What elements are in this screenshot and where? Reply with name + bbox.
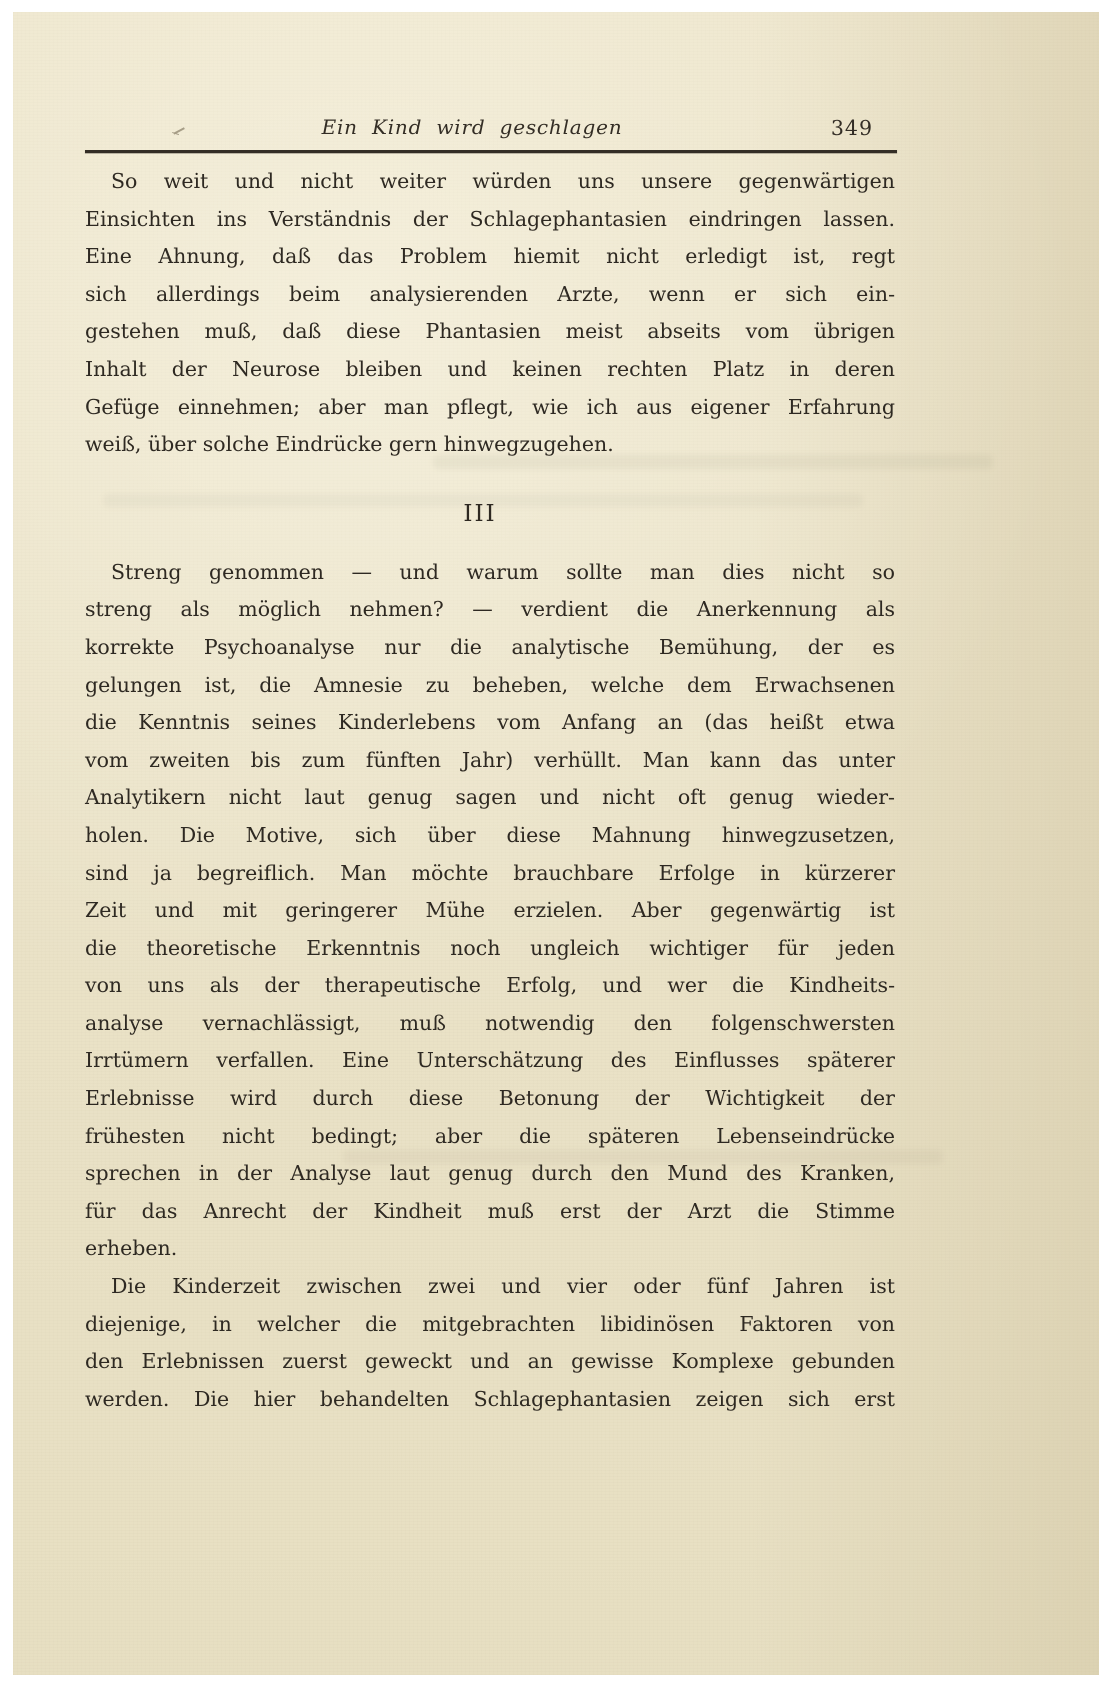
text-line: korrekte Psychoanalyse nur die analytische Bemühung, der es: [85, 634, 895, 659]
text-line: holen. Die Motive, sich über diese Mahnung hinwegzusetzen,: [85, 822, 895, 847]
text-line: Gefüge einnehmen; aber man pflegt, wie ich aus eigener Erfahrung: [85, 394, 895, 419]
text-line: gestehen muß, daß diese Phantasien meist abseits vom übrigen: [85, 319, 895, 344]
text-line: sich allerdings beim analysierenden Arzte, wenn er sich ein-: [85, 281, 895, 306]
text-line: Zeit und mit geringerer Mühe erzielen. Aber gegenwärtig ist: [85, 898, 895, 923]
text-line: für das Anrecht der Kindheit muß erst der Arzt die Stimme: [85, 1198, 895, 1223]
section-heading: III: [463, 500, 497, 527]
text-line: Eine Ahnung, daß das Problem hiemit nicht erledigt ist, regt: [85, 244, 895, 269]
text-line: den Erlebnissen zuerst geweckt und an gewisse Komplexe gebunden: [85, 1349, 895, 1374]
text-line: Einsichten ins Verständnis der Schlagephantasien eindringen lassen.: [85, 206, 895, 231]
text-line: werden. Die hier behandelten Schlagephantasien zeigen sich erst: [85, 1386, 895, 1411]
text-line: Erlebnisse wird durch diese Betonung der Wichtigkeit der: [85, 1086, 895, 1111]
text-line: sprechen in der Analyse laut genug durch den Mund des Kranken,: [85, 1161, 895, 1186]
text-line: Die Kinderzeit zwischen zwei und vier oder fünf Jahren ist: [111, 1274, 895, 1299]
paragraph: [85, 554, 895, 1268]
paragraph: [85, 1268, 895, 1418]
text-line: analyse vernachlässigt, muß notwendig den folgenschwersten: [85, 1010, 895, 1035]
text-line: streng als möglich nehmen? — verdient die Anerkennung als: [85, 597, 895, 622]
text-line: So weit und nicht weiter würden uns unsere gegenwärtigen: [111, 169, 895, 193]
paragraph: [85, 163, 895, 464]
body-text: [85, 163, 895, 1418]
text-line: Analytikern nicht laut genug sagen und nicht oft genug wieder-: [85, 785, 895, 810]
running-head: [85, 115, 895, 149]
header-rule: [85, 150, 897, 153]
running-title: Ein Kind wird geschlagen: [321, 115, 623, 139]
text-line: weiß, über solche Eindrücke gern hinwegzugehen.: [85, 432, 614, 457]
text-line: von uns als der therapeutische Erfolg, und wer die Kindheits-: [85, 973, 895, 998]
text-line: Streng genommen — und warum sollte man dies nicht so: [111, 559, 895, 584]
text-line: Inhalt der Neurose bleiben und keinen rechten Platz in deren: [85, 356, 895, 381]
text-line: diejenige, in welcher die mitgebrachten libidinösen Faktoren von: [85, 1311, 895, 1336]
text-line: gelungen ist, die Amnesie zu beheben, welche dem Erwachsenen: [85, 672, 895, 697]
text-line: frühesten nicht bedingt; aber die späteren Lebenseindrücke: [85, 1123, 895, 1148]
page-number: 349: [830, 116, 873, 140]
text-line: Irrtümern verfallen. Eine Unterschätzung des Einflusses späterer: [85, 1048, 895, 1073]
text-line: die Kenntnis seines Kinderlebens vom Anfang an (das heißt etwa: [85, 710, 895, 735]
text-line: die theoretische Erkenntnis noch ungleich wichtiger für jeden: [85, 935, 895, 960]
book-page: [13, 12, 1099, 1675]
text-line: erheben.: [85, 1236, 178, 1261]
text-line: sind ja begreiflich. Man möchte brauchbare Erfolge in kürzerer: [85, 860, 895, 885]
text-line: vom zweiten bis zum fünften Jahr) verhüllt. Man kann das unter: [85, 747, 895, 772]
